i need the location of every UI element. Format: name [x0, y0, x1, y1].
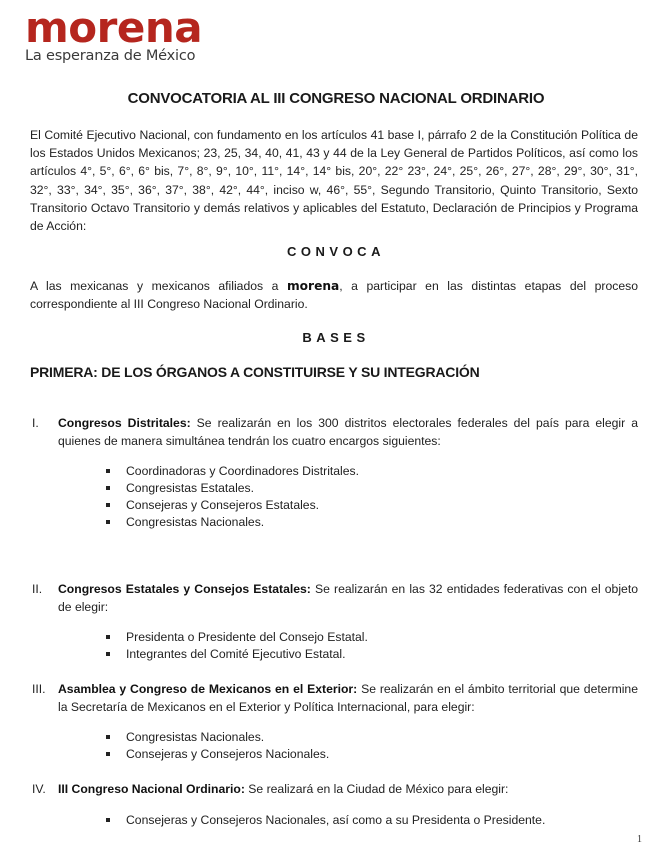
item-numeral: III.	[32, 682, 46, 696]
intro-paragraph: El Comité Ejecutivo Nacional, con fundamento en los artículos 41 base I, párrafo 2 de la Constitución Política de los Estados Unidos Mexicanos; 23, 25, 34, 40, 41, 43 y 44 de la Ley General de Partidos Políticos, así como los artículos 4°, 5°, 6°, 6° bis, 7°, 8°, 9°, 10°, 11°, 14°, 14° bis, 20°, 22° 23°, 24°, 25°, 26°, 27°, 28°, 29°, 30°, 31°, 32°, 33°, 34°, 35°, 36°, 37°, 38°, 42°, 44°, inciso w, 46°, 55°, Segundo Transitorio, Quinto Transitorio, Sexto Transitorio Octavo Transitorio y demás relativos y aplicables del Estatuto, Declaración de Principios y Programa de Acción:	[30, 128, 638, 234]
convoca-paragraph	[30, 277, 638, 313]
bullet-item: Congresistas Nacionales.	[106, 514, 359, 531]
item-text: Se realizarán en los 300 distritos electorales federales del país para elegir a quienes de manera simultánea tendrán los cuatro encargos siguientes:	[58, 416, 638, 449]
bullet-item: Presidenta o Presidente del Consejo Estatal.	[106, 629, 368, 646]
bullet-item: Congresistas Estatales.	[106, 480, 359, 497]
bullet-list-iv	[106, 812, 545, 829]
item-text: Se realizarán en las 32 entidades federativas con el objeto de elegir:	[58, 582, 638, 615]
convoca-text-before: A las mexicanas y mexicanos afiliados a	[30, 279, 287, 293]
item-body	[58, 580, 638, 617]
bullet-list-i	[106, 463, 359, 531]
bases-heading: BASES	[302, 330, 370, 345]
bullet-item: Consejeras y Consejeros Nacionales.	[106, 746, 329, 763]
item-numeral: IV.	[32, 782, 46, 796]
item-numeral: II.	[32, 582, 43, 596]
brand-inline: morena	[286, 279, 340, 293]
list-item-iii	[30, 680, 638, 717]
list-item-ii	[30, 580, 638, 617]
bullet-item: Consejeras y Consejeros Estatales.	[106, 497, 359, 514]
bullet-item: Coordinadoras y Coordinadores Distritales.	[106, 463, 359, 480]
logo-tagline: La esperanza de México	[25, 48, 196, 64]
page-number: 1	[637, 834, 642, 845]
item-label: Asamblea y Congreso de Mexicanos en el Exterior:	[58, 682, 358, 696]
convoca-heading: CONVOCA	[287, 244, 385, 259]
bullet-list-ii	[106, 629, 368, 663]
item-text: Se realizará en la Ciudad de México para elegir:	[244, 782, 509, 796]
item-label: III Congreso Nacional Ordinario:	[58, 782, 245, 796]
convoca-text-after: , a participar en las distintas etapas del proceso correspondiente al III Congreso Nacional Ordinario.	[30, 279, 638, 312]
bullet-item: Congresistas Nacionales.	[106, 729, 329, 746]
morena-logo	[25, 3, 203, 64]
list-item-i	[30, 414, 638, 451]
bullet-item: Integrantes del Comité Ejecutivo Estatal.	[106, 646, 368, 663]
item-label: Congresos Estatales y Consejos Estatales:	[58, 582, 311, 596]
bullet-list-iii	[106, 729, 329, 763]
item-label: Congresos Distritales:	[58, 416, 191, 430]
item-body	[58, 414, 638, 451]
item-text: Se realizarán en el ámbito territorial que determine la Secretaría de Mexicanos en el Exterior y Política Internacional, para elegir:	[58, 682, 638, 715]
logo-wordmark: morena	[25, 3, 203, 52]
document-title: CONVOCATORIA AL III CONGRESO NACIONAL ORDINARIO	[127, 90, 545, 107]
item-body	[58, 780, 638, 798]
item-numeral: I.	[32, 416, 39, 430]
list-item-iv	[30, 780, 638, 798]
bullet-item: Consejeras y Consejeros Nacionales, así como a su Presidenta o Presidente.	[106, 812, 545, 829]
section-heading-primera: PRIMERA: DE LOS ÓRGANOS A CONSTITUIRSE Y SU INTEGRACIÓN	[30, 364, 480, 380]
item-body	[58, 680, 638, 717]
